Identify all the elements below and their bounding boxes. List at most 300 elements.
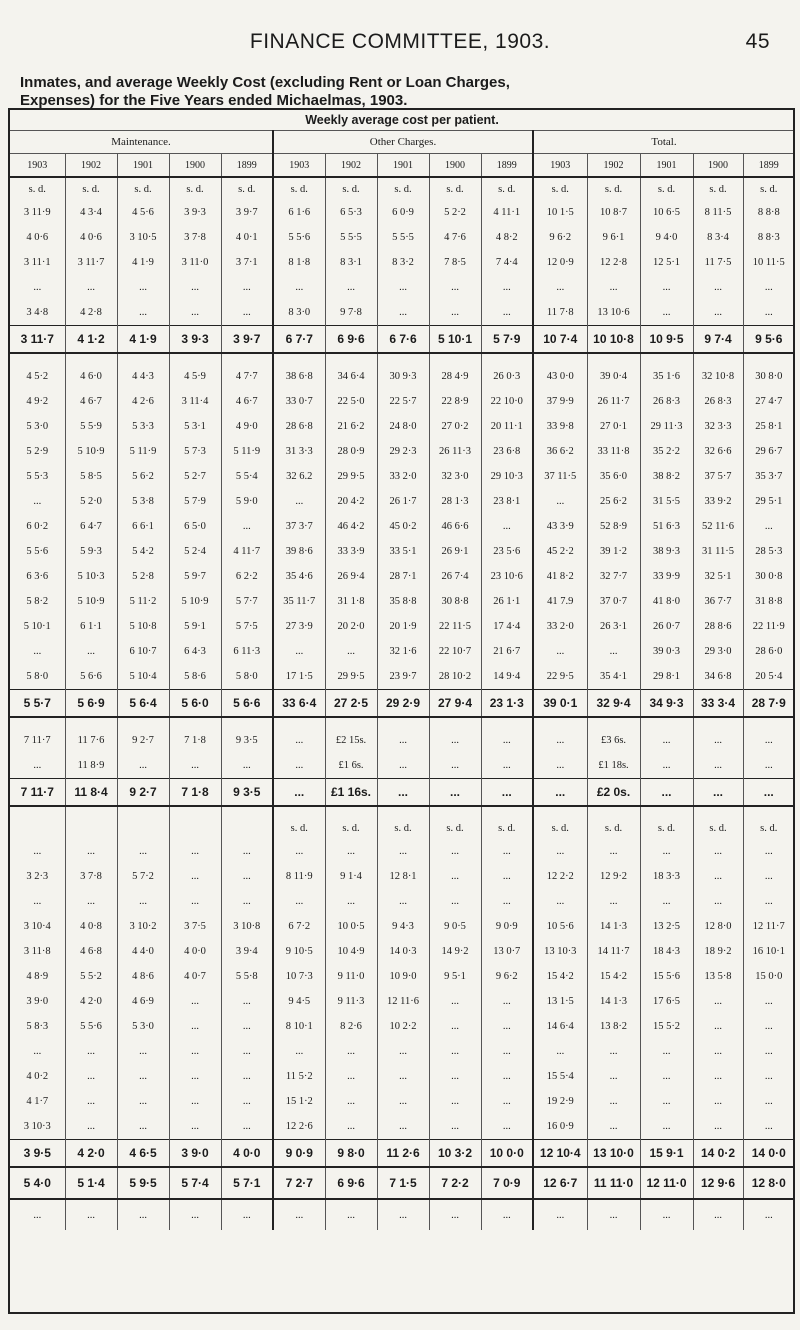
table-cell: 26 7·4 xyxy=(429,564,481,589)
table-cell: 9 2·7 xyxy=(117,728,169,753)
table-row xyxy=(10,839,794,864)
table-cell: 33 3·9 xyxy=(325,539,377,564)
table-cell: 28 7·1 xyxy=(377,564,429,589)
table-cell: s. d. xyxy=(377,817,429,839)
table-cell: 9 3·5 xyxy=(221,728,273,753)
table-row xyxy=(10,864,794,889)
table-cell: ... xyxy=(587,275,640,300)
table-row xyxy=(10,200,794,225)
table-cell: 11 7·6 xyxy=(65,728,117,753)
table-cell: 5 10·1 xyxy=(429,326,481,354)
table-cell: ... xyxy=(325,1114,377,1140)
table-cell: 4 0·1 xyxy=(221,225,273,250)
table-cell: 4 5·2 xyxy=(26,371,49,382)
table-cell: 31 5·5 xyxy=(640,489,693,514)
table-cell: 27 0·1 xyxy=(587,414,640,439)
table-cell: s. d. xyxy=(743,817,794,839)
table-cell: 34 9·3 xyxy=(640,690,693,718)
table-cell: 23 5·6 xyxy=(481,539,533,564)
table-cell: 18 3·3 xyxy=(640,864,693,889)
table-cell: 7 8·5 xyxy=(429,250,481,275)
table-cell: 14 0·3 xyxy=(377,939,429,964)
table-cell: ... xyxy=(325,1089,377,1114)
table-cell: 30 8·0 xyxy=(743,364,794,389)
table-cell: 3 7·5 xyxy=(169,914,221,939)
table-cell: ... xyxy=(640,1114,693,1140)
table-cell: ... xyxy=(533,753,587,779)
table-cell: ... xyxy=(65,889,117,914)
table-cell: 10 1·5 xyxy=(533,200,587,225)
table-cell: 7 1·8 xyxy=(169,779,221,807)
table-cell: ... xyxy=(169,989,221,1014)
table-cell: 12 9·2 xyxy=(587,864,640,889)
table-row xyxy=(10,964,794,989)
table-cell: ... xyxy=(221,1039,273,1064)
table-cell: 12 8·0 xyxy=(743,1167,794,1199)
table-cell: s. d. xyxy=(325,177,377,200)
table-cell: 11 7·8 xyxy=(533,300,587,326)
table-cell xyxy=(169,817,221,839)
table-cell: 10 9·5 xyxy=(640,326,693,354)
table-row xyxy=(10,728,794,753)
table-row xyxy=(10,1089,794,1114)
table-row xyxy=(10,1064,794,1089)
table-cell: 33 3·4 xyxy=(693,690,743,718)
table-cell: ... xyxy=(743,1114,794,1140)
table-cell: ... xyxy=(743,779,794,807)
table-cell: ... xyxy=(377,1089,429,1114)
table-cell: 5 3·8 xyxy=(117,489,169,514)
table-cell: 41 8·2 xyxy=(533,564,587,589)
table-row xyxy=(10,225,794,250)
table-row xyxy=(10,1039,794,1064)
table-cell: 20 11·1 xyxy=(481,414,533,439)
table-cell: ... xyxy=(481,300,533,326)
table-cell: 9 10·5 xyxy=(273,939,325,964)
table-cell: 5 5·8 xyxy=(221,964,273,989)
table-cell: 32 3·0 xyxy=(429,464,481,489)
table-cell: 7 2·2 xyxy=(429,1167,481,1199)
table-cell: ... xyxy=(221,1199,273,1230)
table-cell: 4 8·2 xyxy=(481,225,533,250)
table-cell: 35 1·6 xyxy=(640,364,693,389)
table-cell: 12 8·0 xyxy=(693,914,743,939)
table-cell: 5 3·0 xyxy=(117,1014,169,1039)
table-cell: s. d. xyxy=(481,817,533,839)
table-cell: ... xyxy=(117,753,169,779)
table-cell: 33 2·0 xyxy=(533,614,587,639)
table-row xyxy=(10,414,794,439)
table-cell: 3 10·8 xyxy=(221,914,273,939)
table-cell: 5 5·9 xyxy=(65,414,117,439)
table-cell: 26 11·7 xyxy=(587,389,640,414)
table-cell: 10 0·0 xyxy=(481,1140,533,1168)
table-cell: ... xyxy=(221,864,273,889)
table-cell: 3 11·8 xyxy=(23,946,51,957)
table-cell: s. d. xyxy=(429,177,481,200)
table-cell: ... xyxy=(33,1046,42,1057)
table-cell: 12 8·1 xyxy=(377,864,429,889)
table-cell: 7 11·7 xyxy=(10,779,65,807)
table-cell: 12 10·4 xyxy=(533,1140,587,1168)
table-cell: ... xyxy=(640,1089,693,1114)
table-cell: 27 9·4 xyxy=(429,690,481,718)
table-cell: 23 10·6 xyxy=(481,564,533,589)
year-header: 1901 xyxy=(377,154,429,178)
table-cell: ... xyxy=(325,1199,377,1230)
table-cell: £2 15s. xyxy=(325,728,377,753)
weekly-cost-table xyxy=(10,110,794,1230)
table-cell: ... xyxy=(693,1039,743,1064)
table-cell: ... xyxy=(273,753,325,779)
table-cell: 37 11·5 xyxy=(533,464,587,489)
table-cell: 4 5·9 xyxy=(169,364,221,389)
table-cell: ... xyxy=(117,1114,169,1140)
table-cell: 28 0·9 xyxy=(325,439,377,464)
table-cell: 28 6·0 xyxy=(743,639,794,664)
table-cell: ... xyxy=(169,275,221,300)
table-cell: 6 4·3 xyxy=(169,639,221,664)
table-cell: 18 9·2 xyxy=(693,939,743,964)
table-cell: ... xyxy=(481,728,533,753)
table-cell: 33 9·8 xyxy=(533,414,587,439)
subtotal-row xyxy=(10,1140,794,1168)
table-cell: 6 7·2 xyxy=(273,914,325,939)
table-cell: ... xyxy=(377,839,429,864)
table-cell: 5 10·9 xyxy=(169,589,221,614)
table-cell: 5 7·3 xyxy=(169,439,221,464)
table-cell: 3 7·8 xyxy=(169,225,221,250)
table-cell: ... xyxy=(273,779,325,807)
table-cell: ... xyxy=(429,1114,481,1140)
table-cell: 8 8·3 xyxy=(743,225,794,250)
table-cell: 3 7·1 xyxy=(221,250,273,275)
table-cell: 5 10·9 xyxy=(65,589,117,614)
table-cell: 15 5·2 xyxy=(640,1014,693,1039)
table-cell: 5 9·3 xyxy=(65,539,117,564)
table-cell: ... xyxy=(743,1064,794,1089)
table-cell: 4 3·4 xyxy=(65,200,117,225)
table-cell: 37 3·7 xyxy=(273,514,325,539)
units-row xyxy=(10,177,794,200)
page-header xyxy=(0,30,800,62)
table-cell: 6 7·7 xyxy=(273,326,325,354)
table-cell: ... xyxy=(693,1089,743,1114)
table-cell: 41 7.9 xyxy=(533,589,587,614)
table-cell: 20 1·9 xyxy=(377,614,429,639)
table-cell: 26 1·1 xyxy=(481,589,533,614)
table-cell: ... xyxy=(325,839,377,864)
table-cell: 22 11·9 xyxy=(743,614,794,639)
table-cell: 36 6·2 xyxy=(533,439,587,464)
table-cell: ... xyxy=(533,489,587,514)
table-cell: 9 0·9 xyxy=(481,914,533,939)
table-cell: ... xyxy=(221,889,273,914)
table-cell: 10 4·9 xyxy=(325,939,377,964)
table-cell: 35 4·1 xyxy=(587,664,640,690)
table-cell: 23 6·8 xyxy=(481,439,533,464)
table-cell: 37 0·7 xyxy=(587,589,640,614)
table-cell: ... xyxy=(169,1014,221,1039)
table-cell: ... xyxy=(640,1039,693,1064)
table-row xyxy=(10,300,794,326)
table-cell: ... xyxy=(273,1039,325,1064)
table-cell: 13 2·5 xyxy=(640,914,693,939)
table-cell: 22 10·7 xyxy=(429,639,481,664)
table-cell: 5 5·3 xyxy=(26,471,49,482)
table-cell: ... xyxy=(743,753,794,779)
table-cell: 5 11·9 xyxy=(117,439,169,464)
table-cell: 9 7·8 xyxy=(325,300,377,326)
table-cell: ... xyxy=(429,1014,481,1039)
table-cell: 15 1·2 xyxy=(273,1089,325,1114)
table-cell: 13 8·2 xyxy=(587,1014,640,1039)
table-cell: 5 3·1 xyxy=(169,414,221,439)
table-cell: 52 11·6 xyxy=(693,514,743,539)
table-cell: 35 3·7 xyxy=(743,464,794,489)
table-cell: 14 9·4 xyxy=(481,664,533,690)
table-row xyxy=(10,639,794,664)
table-cell: ... xyxy=(325,639,377,664)
table-cell: 12 5·1 xyxy=(640,250,693,275)
table-cell: 5 7·5 xyxy=(221,614,273,639)
table-cell: 33 5·1 xyxy=(377,539,429,564)
subtotal-row xyxy=(10,779,794,807)
table-cell: 26 1·7 xyxy=(377,489,429,514)
table-cell: 6 11·3 xyxy=(221,639,273,664)
table-cell: 10 7·4 xyxy=(533,326,587,354)
table-cell: ... xyxy=(169,839,221,864)
table-cell: 14 6·4 xyxy=(533,1014,587,1039)
table-cell: 5 6·0 xyxy=(169,690,221,718)
table-cell: ... xyxy=(743,864,794,889)
table-cell: 26 0·3 xyxy=(481,364,533,389)
grand-total-row xyxy=(10,1167,794,1199)
table-cell: 5 1·4 xyxy=(65,1167,117,1199)
table-cell: ... xyxy=(587,889,640,914)
table-cell: ... xyxy=(65,1199,117,1230)
table-cell: 4 0·6 xyxy=(26,232,49,243)
table-cell: ... xyxy=(481,1114,533,1140)
table-cell: ... xyxy=(693,839,743,864)
year-header: 1901 xyxy=(117,154,169,178)
table-cell: 5 6·6 xyxy=(221,690,273,718)
table-cell: s. d. xyxy=(169,177,221,200)
table-cell: 4 2·8 xyxy=(65,300,117,326)
table-cell: 24 8·0 xyxy=(377,414,429,439)
table-cell: 9 6·2 xyxy=(533,225,587,250)
table-cell: ... xyxy=(693,889,743,914)
table-cell: ... xyxy=(169,889,221,914)
table-cell: 34 6·8 xyxy=(693,664,743,690)
table-cell: 7 11·7 xyxy=(23,735,51,746)
table-cell: 28 1·3 xyxy=(429,489,481,514)
table-cell: 9 1·4 xyxy=(325,864,377,889)
table-cell: 5 10·4 xyxy=(117,664,169,690)
table-cell: 38 8·2 xyxy=(640,464,693,489)
table-cell: 13 5·8 xyxy=(693,964,743,989)
table-row xyxy=(10,664,794,690)
table-cell: s. d. xyxy=(587,177,640,200)
table-cell: 12 2·8 xyxy=(587,250,640,275)
table-row xyxy=(10,1199,794,1230)
table-cell: ... xyxy=(743,300,794,326)
table-cell: s. d. xyxy=(587,817,640,839)
table-cell: ... xyxy=(429,1089,481,1114)
table-cell: ... xyxy=(693,275,743,300)
table-cell: 5 2·2 xyxy=(429,200,481,225)
table-cell: 3 11·0 xyxy=(169,250,221,275)
table-cell: 17 6·5 xyxy=(640,989,693,1014)
table-cell: 3 11·7 xyxy=(65,250,117,275)
table-row xyxy=(10,914,794,939)
table-cell: 5 2·7 xyxy=(169,464,221,489)
table-cell: 26 0·7 xyxy=(640,614,693,639)
table-cell: ... xyxy=(221,839,273,864)
table-cell: 6 9·6 xyxy=(325,326,377,354)
table-cell: ... xyxy=(481,839,533,864)
table-cell: 8 3·4 xyxy=(693,225,743,250)
table-cell: 26 9·1 xyxy=(429,539,481,564)
table-cell: 15 0·0 xyxy=(743,964,794,989)
table-row xyxy=(10,275,794,300)
table-cell: 39 0·4 xyxy=(587,364,640,389)
table-cell: 31 3·3 xyxy=(273,439,325,464)
table-cell: £3 6s. xyxy=(587,728,640,753)
table-cell: 6 6·1 xyxy=(117,514,169,539)
table-cell: 26 8·3 xyxy=(693,389,743,414)
table-cell: s. d. xyxy=(640,177,693,200)
table-cell: 5 5·6 xyxy=(65,1014,117,1039)
table-cell: 5 7·9 xyxy=(169,489,221,514)
table-cell: ... xyxy=(533,1199,587,1230)
table-cell: 4 5·6 xyxy=(117,200,169,225)
page-title: FINANCE COMMITTEE, 1903. xyxy=(249,30,551,53)
table-cell: 26 11·3 xyxy=(429,439,481,464)
table-row xyxy=(10,614,794,639)
table-cell: 4 4·0 xyxy=(117,939,169,964)
table-cell: 17 4·4 xyxy=(481,614,533,639)
table-cell: 10 6·5 xyxy=(640,200,693,225)
table-cell: ... xyxy=(117,300,169,326)
table-cell: ... xyxy=(693,728,743,753)
table-cell: ... xyxy=(273,489,325,514)
year-header-row xyxy=(10,154,794,178)
table-cell: ... xyxy=(640,728,693,753)
table-cell: 3 9·0 xyxy=(26,996,49,1007)
table-cell: 52 8·9 xyxy=(587,514,640,539)
table-body xyxy=(10,177,794,1230)
table-cell: ... xyxy=(743,1039,794,1064)
table-cell: ... xyxy=(377,1199,429,1230)
table-cell: ... xyxy=(65,839,117,864)
table-cell: 4 7·6 xyxy=(429,225,481,250)
table-cell: 32 5·1 xyxy=(693,564,743,589)
table-cell: 13 0·7 xyxy=(481,939,533,964)
table-cell: 5 6·9 xyxy=(65,690,117,718)
table-cell: ... xyxy=(693,300,743,326)
table-cell: ... xyxy=(640,839,693,864)
table-cell: 10 10·8 xyxy=(587,326,640,354)
table-cell: s. d. xyxy=(533,177,587,200)
table-cell: 5 7·2 xyxy=(117,864,169,889)
table-cell: 19 2·9 xyxy=(533,1089,587,1114)
table-cell: 4 0·0 xyxy=(221,1140,273,1168)
table-cell: 27 2·5 xyxy=(325,690,377,718)
table-cell: 12 11·6 xyxy=(377,989,429,1014)
table-cell: ... xyxy=(273,839,325,864)
table-cell: 5 4·2 xyxy=(117,539,169,564)
table-cell: 4 8·9 xyxy=(26,971,49,982)
table-cell: 4 11·1 xyxy=(481,200,533,225)
group-header-total: Total. xyxy=(533,131,794,154)
table-cell: 5 6·2 xyxy=(117,464,169,489)
table-cell: ... xyxy=(481,779,533,807)
table-cell: 26 9·4 xyxy=(325,564,377,589)
table-cell: 29 9·5 xyxy=(325,664,377,690)
table-cell: 4 2·6 xyxy=(117,389,169,414)
table-cell: ... xyxy=(221,514,273,539)
table-cell: ... xyxy=(429,300,481,326)
table-cell: 5 5·4 xyxy=(221,464,273,489)
table-cell: 5 8·0 xyxy=(26,671,49,682)
table-cell: ... xyxy=(33,496,42,507)
table-cell: 6 9·6 xyxy=(325,1167,377,1199)
table-cell: 35 11·7 xyxy=(273,589,325,614)
group-header-other-charges: Other Charges. xyxy=(273,131,533,154)
table-cell: 37 9·9 xyxy=(533,389,587,414)
table-cell: ... xyxy=(273,728,325,753)
table-cell: 46 6·6 xyxy=(429,514,481,539)
table-cell: ... xyxy=(377,1039,429,1064)
table-cell: 5 6·6 xyxy=(65,664,117,690)
table-cell: 4 8·6 xyxy=(117,964,169,989)
table-cell: 5 11·2 xyxy=(117,589,169,614)
year-header: 1902 xyxy=(587,154,640,178)
table-cell: ... xyxy=(377,728,429,753)
table-cell: ... xyxy=(169,864,221,889)
table-cell: 35 8·8 xyxy=(377,589,429,614)
table-cell: ... xyxy=(640,1064,693,1089)
table-cell: 5 2·4 xyxy=(169,539,221,564)
year-header: 1902 xyxy=(325,154,377,178)
table-cell: 33 11·8 xyxy=(587,439,640,464)
table-cell: 15 9·1 xyxy=(640,1140,693,1168)
table-cell: 5 2·9 xyxy=(26,446,49,457)
table-cell: 10 3·2 xyxy=(429,1140,481,1168)
table-cell: ... xyxy=(743,989,794,1014)
table-title: Weekly average cost per patient. xyxy=(10,110,794,131)
table-cell: ... xyxy=(429,864,481,889)
table-cell: 20 2·0 xyxy=(325,614,377,639)
table-cell: 5 11·9 xyxy=(221,439,273,464)
table-cell: 8 11·9 xyxy=(273,864,325,889)
year-header: 1899 xyxy=(481,154,533,178)
table-cell: s. d. xyxy=(221,177,273,200)
table-cell: 9 6·2 xyxy=(481,964,533,989)
table-cell: 8 3·1 xyxy=(325,250,377,275)
table-cell: 10 2·2 xyxy=(377,1014,429,1039)
table-cell: ... xyxy=(533,275,587,300)
table-cell: 4 1·2 xyxy=(65,326,117,354)
table-cell: 4 11·7 xyxy=(221,539,273,564)
table-cell: 4 6·7 xyxy=(65,389,117,414)
table-cell: ... xyxy=(221,1089,273,1114)
table-cell: 3 11·7 xyxy=(10,326,65,354)
table-cell: 32 9·4 xyxy=(587,690,640,718)
table-cell: 11 8·9 xyxy=(65,753,117,779)
table-cell: 10 7·3 xyxy=(273,964,325,989)
